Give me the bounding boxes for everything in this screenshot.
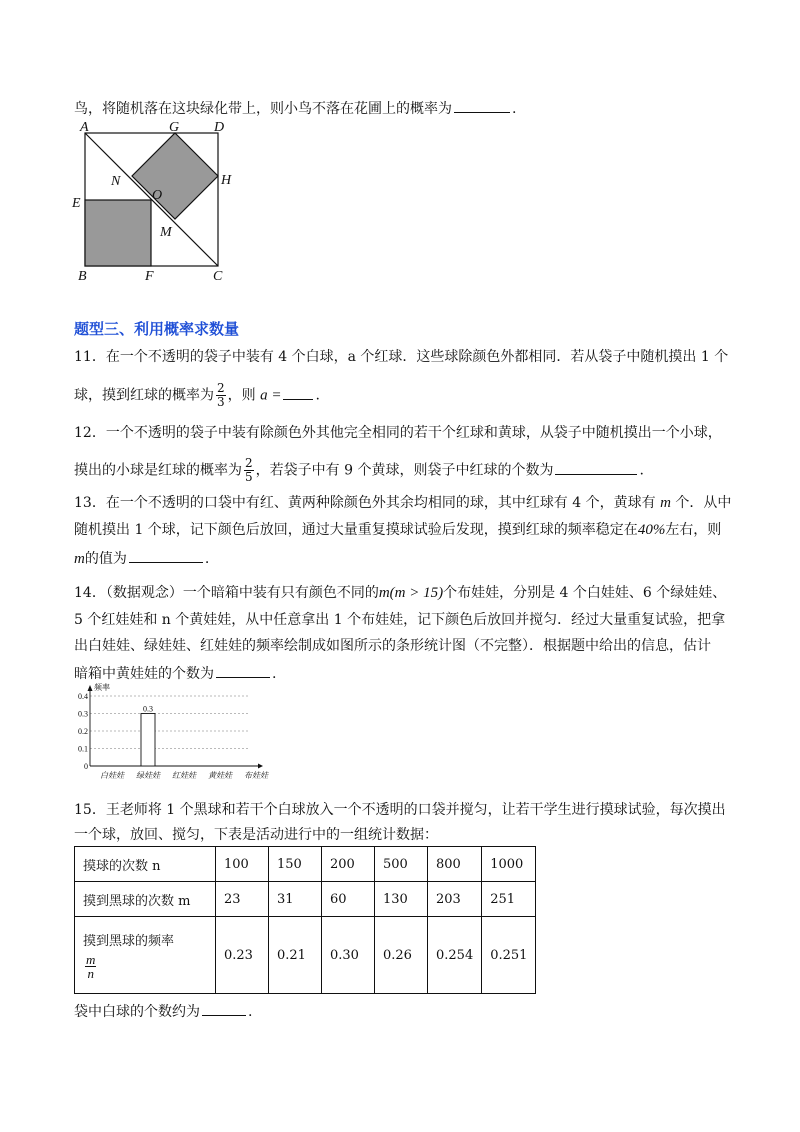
m-over-n-fraction: $\frac{m}{n}$ [86, 952, 96, 981]
intro-line: 鸟，将随机落在这块绿化带上，则小鸟不落在花圃上的概率为 . [74, 97, 516, 119]
table-cell: 200 [322, 847, 375, 882]
table-cell: 23 [216, 882, 269, 917]
table-cell: 0.30 [322, 917, 375, 994]
table-cell: 100 [216, 847, 269, 882]
q11-line1: 11．在一个不透明的袋子中装有 4 个白球，a 个红球．这些球除颜色外都相同．若从袋子中随机摸出 1 个 [74, 349, 729, 365]
x-axis-arrow [258, 764, 263, 769]
table-cell: 800 [428, 847, 482, 882]
geometry-figure [70, 116, 250, 286]
label-b: B [78, 269, 87, 284]
q14-line1: 14．（数据观念）一个暗箱中装有只有颜色不同的m(m > 15)个布娃娃，分别是 4 个白娃娃、6 个绿娃娃、 [74, 585, 727, 601]
x-tick-label: 黄娃娃 [208, 771, 232, 780]
label-c: C [213, 269, 223, 284]
table-cell: 251 [482, 882, 536, 917]
table-cell: 31 [269, 882, 322, 917]
square-ebfo [85, 200, 151, 266]
q12-line1: 12．一个不透明的袋子中装有除颜色外其他完全相同的若干个红球和黄球，从袋子中随机摸出一个小球， [74, 425, 722, 441]
q14-line2: 5 个红娃娃和 n 个黄娃娃，从中任意拿出 1 个布娃娃，记下颜色后放回并搅匀．经过大量重复试验，把拿 [74, 612, 726, 628]
frequency-bar-chart [70, 680, 290, 784]
q14-answer-blank[interactable] [216, 662, 270, 678]
q15-line1: 15．王老师将 1 个黑球和若干个白球放入一个不透明的口袋并搅匀，让若干学生进行摸球试验，每次摸出 [74, 802, 726, 818]
y-tick-label: 0.1 [78, 744, 88, 754]
q14-line4: 暗箱中黄娃娃的个数为 . [74, 662, 276, 684]
table-cell: 0.23 [216, 917, 269, 994]
q13-line2: 随机摸出 1 个球，记下颜色后放回，通过大量重复摸球试验后发现，摸到红球的频率稳定在40%左右，则 [74, 522, 722, 538]
q12-line2: 摸出的小球是红球的概率为 $\frac{2}{5}$ ，若袋子中有 9 个黄球，则袋子中红球的个数为 . [74, 456, 644, 484]
q13-answer-blank[interactable] [129, 547, 203, 563]
y-tick-label: 0.2 [78, 727, 88, 736]
label-m: M [160, 225, 172, 240]
q11-answer-blank[interactable] [283, 384, 313, 400]
y-axis-label: 频率 [94, 683, 110, 692]
table-cell: 60 [322, 882, 375, 917]
section-heading: 题型三、利用概率求数量 [74, 320, 240, 338]
q11-line2: 球，摸到红球的概率为 $\frac{2}{3}$ ，则 a = . [74, 381, 320, 409]
table-cell: 150 [269, 847, 322, 882]
bar-value-label: 0.3 [143, 704, 153, 714]
x-tick-label: 绿娃娃 [136, 771, 160, 780]
q15-line2: 一个球，放回、搅匀，下表是活动进行中的一组统计数据： [74, 827, 438, 843]
label-a: A [80, 120, 89, 135]
table-row-header: 摸到黑球的频率 $\frac{m}{n}$ [75, 917, 216, 994]
label-f: F [145, 269, 154, 284]
table-row [75, 882, 536, 917]
table-cell: 203 [428, 882, 482, 917]
statistics-table [74, 846, 536, 994]
bar [141, 714, 155, 767]
table-cell: 0.21 [269, 917, 322, 994]
table-cell: 500 [375, 847, 428, 882]
table-cell: 1000 [482, 847, 536, 882]
label-e: E [72, 196, 81, 211]
table-row [75, 917, 536, 994]
table-cell: 130 [375, 882, 428, 917]
y-axis-arrow [88, 685, 93, 691]
x-tick-label: 白娃娃 [100, 771, 124, 780]
q12-answer-blank[interactable] [555, 459, 637, 475]
y-tick-label: 0 [84, 762, 88, 771]
table-cell: 0.251 [482, 917, 536, 994]
q12-fraction: $\frac{2}{5}$ [245, 456, 253, 484]
label-g: G [169, 120, 180, 135]
table-cell: 0.26 [375, 917, 428, 994]
x-tick-label: 布娃娃 [244, 771, 268, 780]
label-o: O [152, 188, 163, 203]
q11-fraction: $\frac{2}{3}$ [217, 381, 225, 409]
label-n: N [111, 174, 121, 189]
answer-blank[interactable] [454, 97, 510, 113]
label-h: H [221, 173, 232, 188]
q13-line3: m的值为 . [74, 547, 209, 569]
label-d: D [214, 120, 225, 135]
table-row [75, 847, 536, 882]
q15-answer-blank[interactable] [202, 1000, 246, 1016]
y-tick-label: 0.4 [78, 692, 88, 701]
table-row-header: 摸球的次数 n [75, 847, 216, 882]
q13-line1: 13．在一个不透明的口袋中有红、黄两种除颜色外其余均相同的球，其中红球有 4 个，黄球有 m 个．从中 [74, 495, 732, 511]
y-tick-label: 0.3 [78, 709, 88, 719]
x-tick-label: 红娃娃 [172, 771, 196, 780]
table-cell: 0.254 [428, 917, 482, 994]
table-row-header: 摸到黑球的次数 m [75, 882, 216, 917]
q14-line3: 出白娃娃、绿娃娃、红娃娃的频率绘制成如图所示的条形统计图（不完整）．根据题中给出的信息，估计 [74, 638, 711, 654]
q15-final-line: 袋中白球的个数约为 . [74, 1000, 252, 1022]
